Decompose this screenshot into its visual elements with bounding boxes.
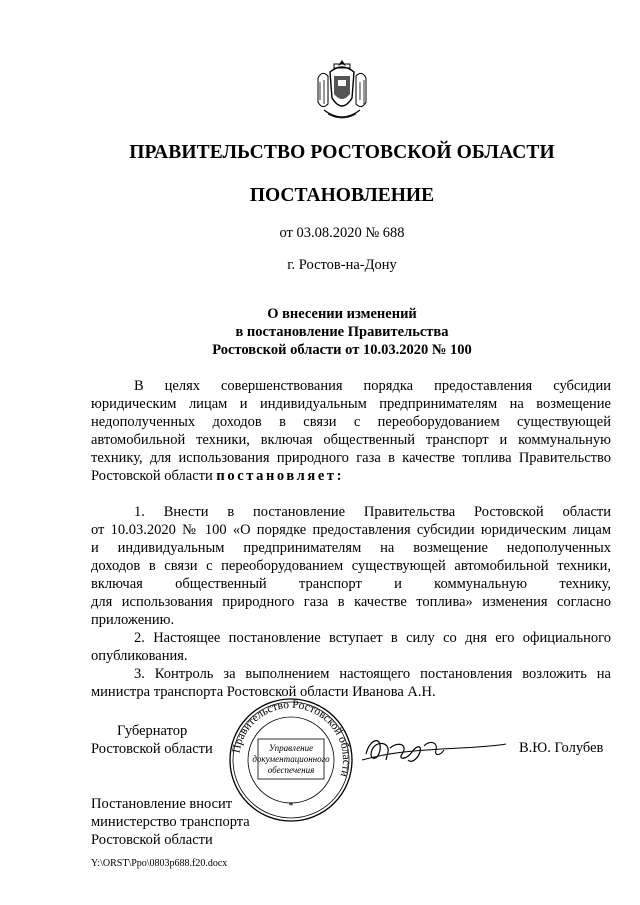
city: г. Ростов-на-Дону <box>287 257 397 273</box>
item-1-line: для использования природного газа в качестве топлива» изменения согласно <box>91 594 611 610</box>
stamp-inner-line: обеспечения <box>267 765 315 775</box>
subject-line: в постановление Правительства <box>235 324 449 340</box>
stamp-inner-line: документационного <box>252 754 330 764</box>
preamble-paragraph <box>91 377 611 485</box>
item-1-line: и индивидуальным предпринимателям на возмещение недополученных <box>91 540 611 556</box>
stamp-star: * <box>288 801 294 812</box>
submitted-by-line: Ростовской области <box>91 832 213 848</box>
stamp-inner-line: Управление <box>268 743 314 753</box>
date-and-number: от 03.08.2020 № 688 <box>279 225 405 241</box>
submitted-by <box>91 795 250 849</box>
item-1 <box>91 503 611 629</box>
submitted-by-line: министерство транспорта <box>91 814 250 830</box>
item-1-line: от 10.03.2020 № 100 «О порядке предоставления субсидии юридическим лицам <box>91 522 611 538</box>
item-1-line: приложению. <box>91 612 175 628</box>
subject-line: Ростовской области от 10.03.2020 № 100 <box>212 342 472 358</box>
stamp-ring-text: Правительство Ростовской области <box>230 698 353 779</box>
resolution-items <box>91 503 611 701</box>
item-3: 3. Контроль за выполнением настоящего постановления возложить на министра транспорта Ростовской области Иванова А.Н. <box>91 666 611 700</box>
document-subject <box>0 305 640 359</box>
signatory-name: В.Ю. Голубев <box>519 740 604 756</box>
item-1-line: 1. Внести в постановление Правительства Ростовской области <box>134 504 611 520</box>
item-1-line: включая общественный транспорт и коммунальную технику, <box>91 576 611 592</box>
position-line: Ростовской области <box>91 741 213 757</box>
file-path: Y:\ORST\Ppo\0803p688.f20.docx <box>91 858 228 869</box>
subject-line: О внесении изменений <box>267 306 417 322</box>
position-line: Губернатор <box>117 723 188 739</box>
handwritten-signature <box>360 730 510 770</box>
preamble-text: В целях совершенствования порядка предоставления субсидии юридическим лицам и индивидуальным предпринимателям на возмещение недополученных доходов в связи с переоборудованием существующей автомобильной техники, включая общественный транспорт и коммунальную технику, для использования природного газа в качестве топлива Правительство Ростовской области <box>91 378 611 484</box>
government-title: ПРАВИТЕЛЬСТВО РОСТОВСКОЙ ОБЛАСТИ <box>129 142 555 163</box>
resolves-word: постановляет: <box>216 468 345 484</box>
item-1-line: доходов в связи с переоборудованием существующей автомобильной техники, <box>91 558 611 574</box>
item-2: 2. Настоящее постановление вступает в силу со дня его официального опубликования. <box>91 630 611 664</box>
coat-of-arms-icon <box>312 58 372 124</box>
preamble <box>91 377 611 485</box>
submitted-by-line: Постановление вносит <box>91 796 233 812</box>
document-type: ПОСТАНОВЛЕНИЕ <box>249 185 435 206</box>
signatory-position <box>91 722 213 758</box>
